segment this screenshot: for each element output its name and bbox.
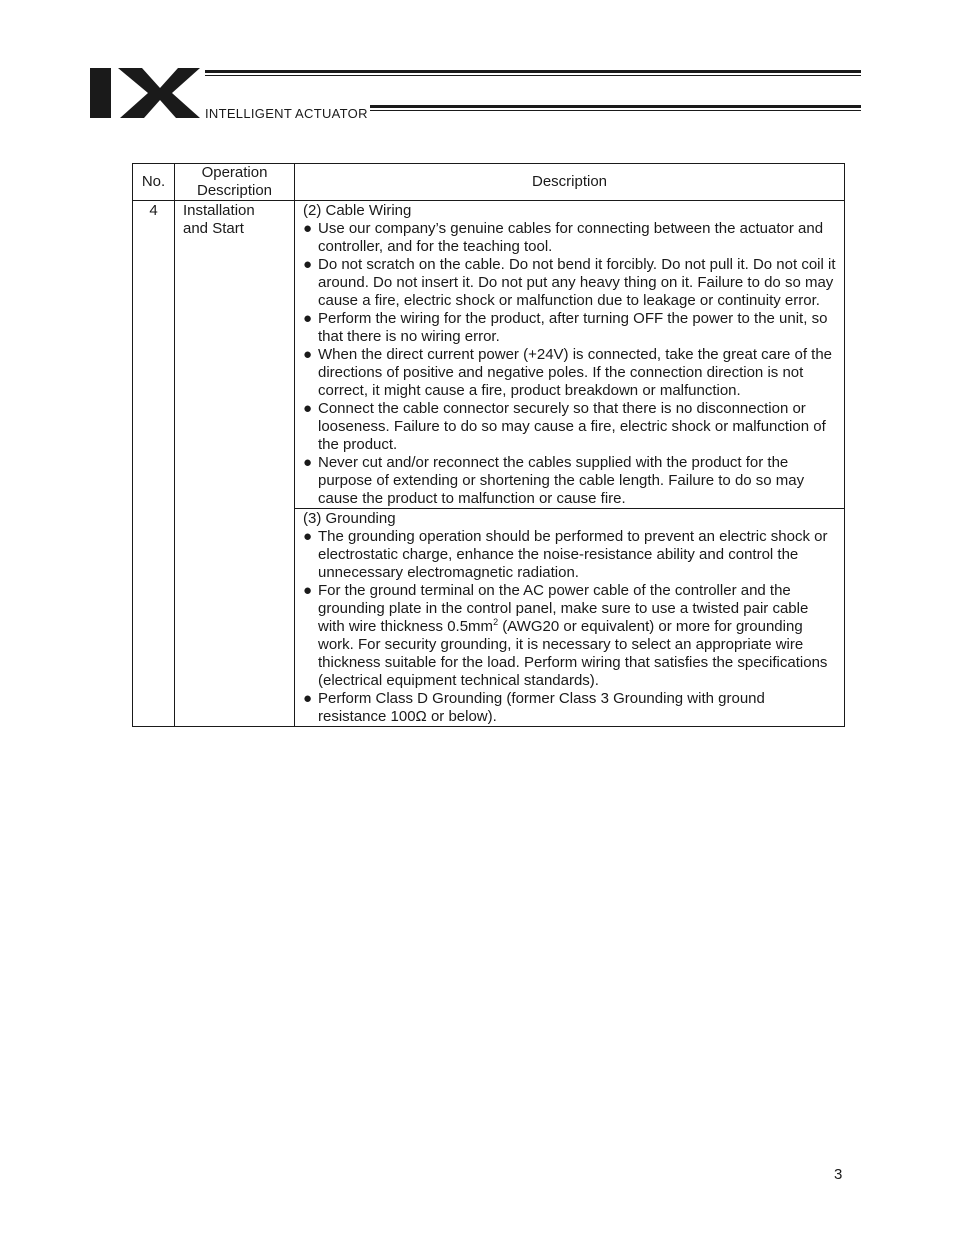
list-item: ● Perform the wiring for the product, after turning OFF the power to the unit, so that there is no wiring error. [303,310,828,345]
row-number: 4 [133,201,175,727]
section-title: (2) Cable Wiring [303,202,412,219]
page-number: 3 [834,1166,843,1183]
header-description: Description [295,164,845,201]
operation-table [132,163,845,727]
table-row [133,201,845,509]
cable-wiring-list [303,220,836,508]
section-title: (3) Grounding [303,510,396,527]
header-rule-lower-thin [370,110,861,111]
grounding-list [303,528,836,726]
table-header-row [133,164,845,201]
list-item: ● Perform Class D Grounding (former Class 3 Grounding with ground resistance 100Ω or below). [303,690,765,725]
list-item: ● The grounding operation should be performed to prevent an electric shock or electrostatic charge, enhance the noise-resistance ability and control the unnecessary electromagnetic radiation. [303,528,828,581]
list-item: ● When the direct current power (+24V) is connected, take the great care of the directions of positive and negative poles. If the connection direction is not correct, it might cause a fire, product breakdown or malfunction. [303,346,833,399]
list-item: ● Connect the cable connector securely so that there is no disconnection or looseness. Failure to do so may cause a fire, electric shock or malfunction of the product. [303,400,826,453]
list-item: ● Never cut and/or reconnect the cables supplied with the product for the purpose of extending or shortening the cable length. Failure to do so may cause the product to malfunction or cause fire. [303,454,805,507]
operation-name: Installation and Start [175,201,295,727]
header-rule [205,70,861,73]
ix-logo [90,66,200,120]
list-item: ● Use our company’s genuine cables for connecting between the actuator and controller, and for the teaching tool. [303,220,824,255]
header-rule-lower [370,105,861,108]
grounding-section [295,509,845,727]
cable-wiring-section [295,201,845,509]
list-item: ● Do not scratch on the cable. Do not bend it forcibly. Do not pull it. Do not coil it around. Do not insert it. Do not put any heavy thing on it. Failure to do so may cause a fire, electric shock or malfunction due to leakage or continuity error. [303,256,836,309]
header-no: No. [133,164,175,201]
list-item: ● For the ground terminal on the AC power cable of the controller and the grounding plate in the control panel, make sure to use a twisted pair cable with wire thickness $0.5mm^2$ (AWG20 or equivalent) or more for grounding work. For security grounding, it is necessary to select an appropriate wire thickness suitable for the load. Perform wiring that satisfies the specifications (electrical equipment technical standards). [303,582,828,689]
header-operation: Operation Description [175,164,295,201]
header-rule-thin [205,75,861,76]
brand-name: INTELLIGENT ACTUATOR [205,106,368,121]
